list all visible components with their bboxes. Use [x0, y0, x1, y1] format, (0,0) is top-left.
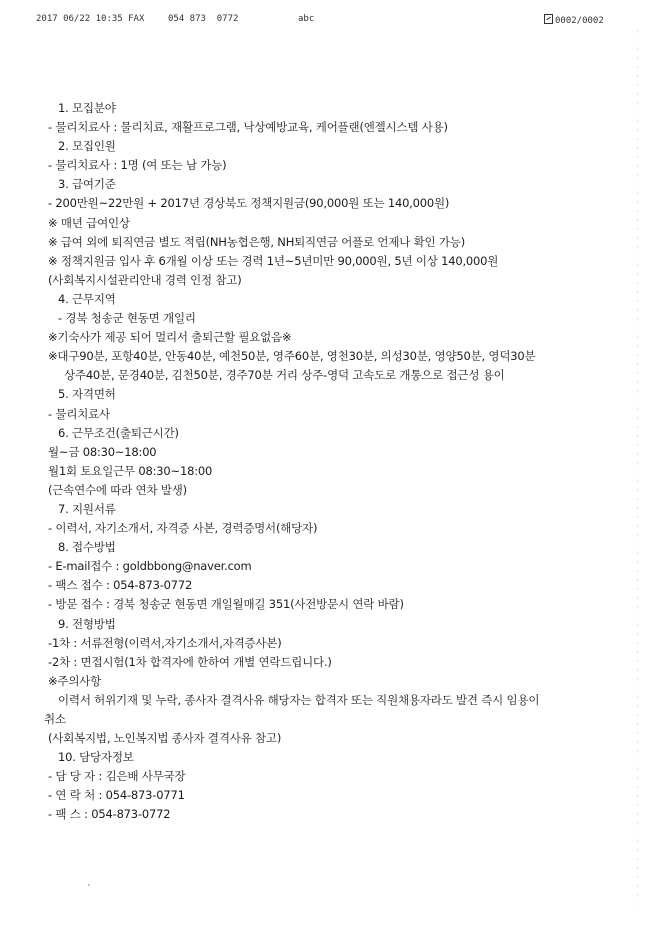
document-line: - 이력서, 자기소개서, 자격증 사본, 경력증명서(해당자)	[48, 521, 318, 536]
document-line: 7. 지원서류	[58, 501, 116, 516]
document-line: ※기숙사가 제공 되어 멀리서 출퇴근할 필요없음※	[48, 330, 292, 345]
document-line: - 물리치료사 : 1명 (여 또는 남 가능)	[48, 158, 227, 173]
document-line: (사회복지시설관리안내 경력 인정 참고)	[48, 272, 242, 287]
document-line: - E-mail접수 : goldbbong@naver.com	[48, 559, 252, 574]
document-line: 월1회 토요일근무 08:30~18:00	[48, 463, 213, 478]
document-line: - 연 락 처 : 054-873-0771	[48, 788, 185, 803]
document-line: ※ 정책지원금 입사 후 6개월 이상 또는 경력 1년~5년미만 90,000원, 5년 이상 140,000원	[48, 253, 499, 268]
document-line: -1차 : 서류전형(이력서,자기소개서,자격증사본)	[48, 635, 282, 650]
document-line: ※ 급여 외에 퇴직연금 별도 적립(NH농협은행, NH퇴직연금 어플로 언제나 확인 가능)	[48, 234, 465, 249]
document-line: 9. 전형방법	[58, 616, 116, 631]
job-posting-document	[44, 99, 638, 825]
document-line: 월~금 08:30~18:00	[48, 444, 157, 459]
fax-number: 054 873 0772	[168, 14, 239, 24]
fax-page-icon	[544, 14, 553, 24]
document-line: 8. 접수방법	[58, 540, 116, 555]
document-line: 취소	[44, 712, 66, 726]
document-line: 2. 모집인원	[58, 139, 116, 154]
document-line: 10. 담당자정보	[58, 750, 134, 765]
document-line: 3. 급여기준	[58, 177, 116, 192]
fax-page-indicator	[544, 14, 604, 26]
document-line: - 200만원~22만원 + 2017년 경상북도 정책지원금(90,000원 또는 140,000원)	[48, 196, 450, 211]
document-line: 이력서 허위기재 및 누락, 종사자 결격사유 해당자는 합격자 또는 직원채용자라도 발견 즉시 임용이	[58, 692, 540, 707]
document-line: ※대구90분, 포항40분, 안동40분, 예천50분, 영주60분, 영천30분, 의성30분, 영양50분, 영덕30분	[48, 349, 536, 364]
document-line: (근속연수에 따라 연차 발생)	[48, 482, 187, 497]
fax-datetime: 2017 06/22 10:35 FAX	[36, 14, 145, 24]
document-line: 상주40분, 문경40분, 김천50분, 경주70분 거리 상주-영덕 고속도로 개통으로 접근성 용이	[64, 368, 505, 383]
document-line: 1. 모집분야	[58, 101, 116, 115]
scan-artifact-edge	[637, 30, 638, 910]
document-line: (사회복지법, 노인복지법 종사자 결격사유 참고)	[48, 731, 282, 746]
document-line: - 팩스 접수 : 054-873-0772	[48, 578, 193, 593]
document-line: - 물리치료사	[48, 406, 110, 421]
document-line: -2차 : 면접시험(1차 합격자에 한하여 개별 연락드립니다.)	[48, 654, 332, 669]
document-line: - 물리치료사 : 물리치료, 재활프로그램, 낙상예방교육, 케어플랜(엔젤시스템 사용)	[48, 120, 448, 135]
document-line: ※주의사항	[48, 673, 102, 688]
fax-header	[36, 14, 636, 28]
document-line: 4. 근무지역	[58, 291, 116, 306]
document-line: 6. 근무조건(출퇴근시간)	[58, 425, 179, 440]
document-line: - 담 당 자 : 김은배 사무국장	[48, 769, 186, 784]
scan-artifact-dot	[88, 884, 90, 886]
document-line: 5. 자격면허	[58, 387, 116, 402]
document-line: - 팩 스 : 054-873-0772	[48, 807, 171, 822]
fax-page-number: 0002/0002	[555, 16, 604, 26]
document-line: - 경북 청송군 현동면 개일리	[58, 311, 196, 326]
document-line: - 방문 접수 : 경북 청송군 현동면 개일월매길 351(사전방문시 연락 바람)	[48, 597, 404, 612]
fax-sender: abc	[298, 14, 315, 24]
document-line: ※ 매년 급여인상	[48, 215, 130, 230]
